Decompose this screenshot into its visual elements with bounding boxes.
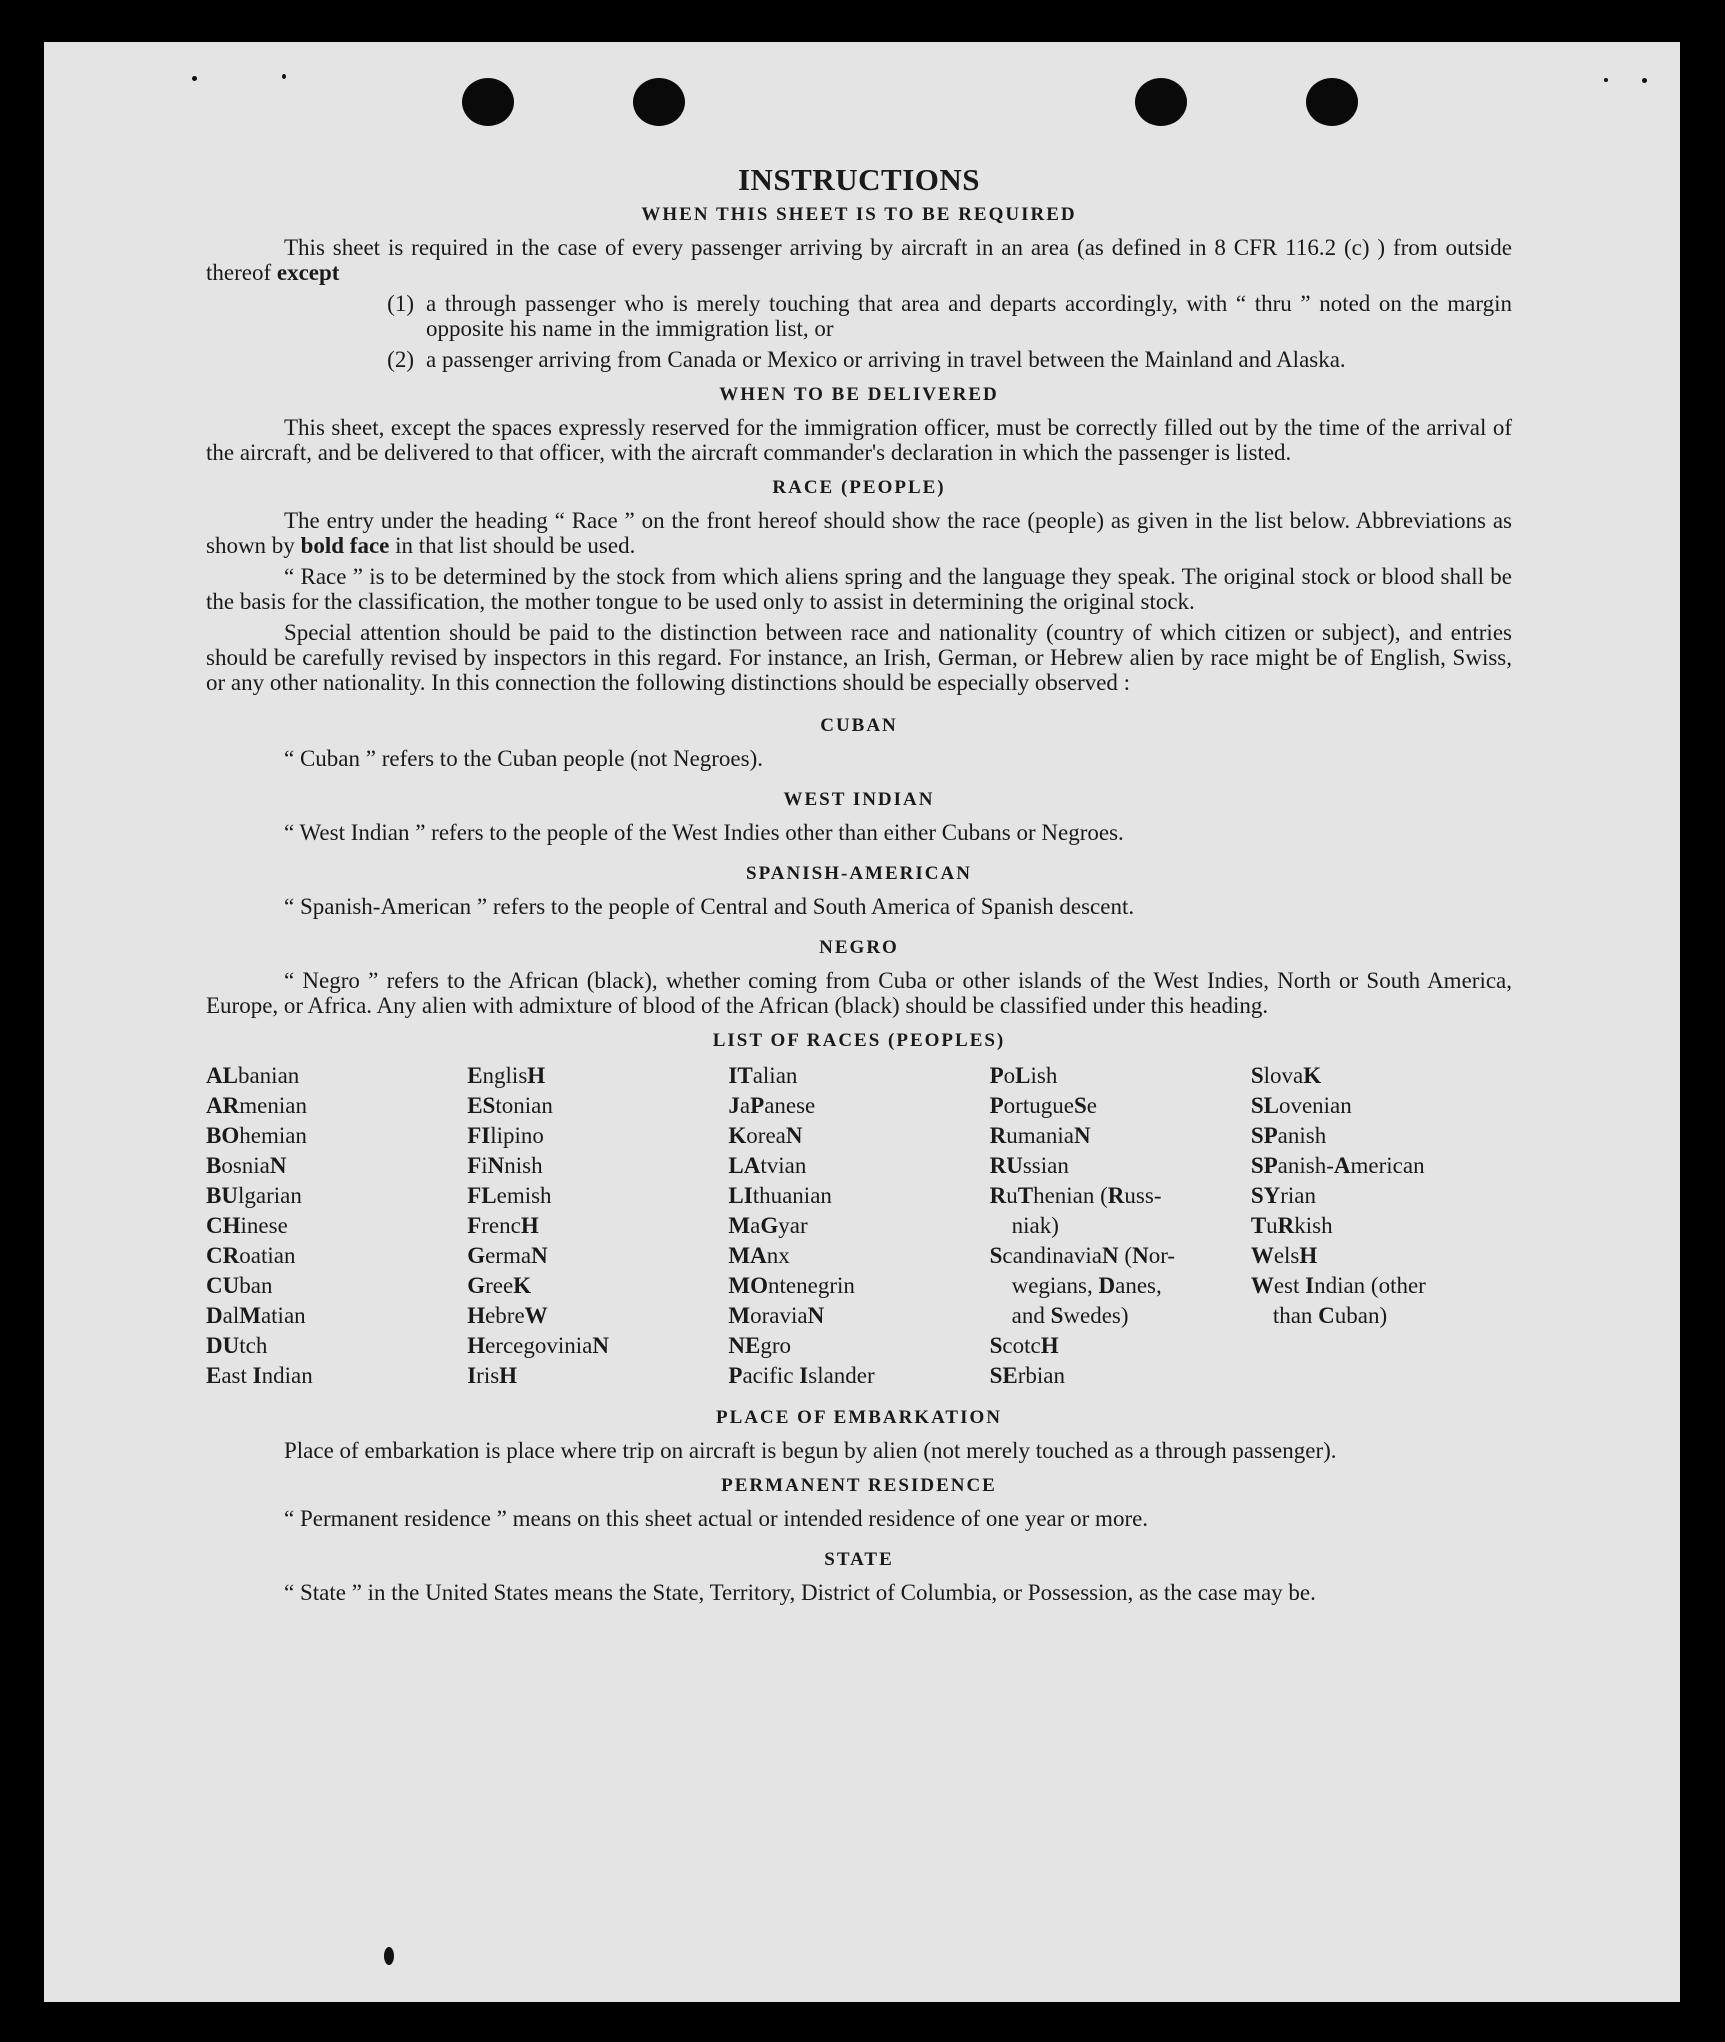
race-entry: CRoatian (206, 1243, 296, 1268)
race-column (728, 1061, 989, 1391)
race-entry: HebreW (467, 1303, 548, 1328)
heading-cuban: CUBAN (820, 715, 898, 736)
race-column (990, 1061, 1251, 1391)
race-entry: HercegoviniaN (467, 1333, 609, 1358)
race-entry: NEgro (728, 1333, 792, 1358)
race-entry: PortugueSe (989, 1093, 1097, 1118)
race-entry: SPanish (1250, 1123, 1327, 1148)
race-entry: KoreaN (728, 1123, 803, 1148)
ink-speck (282, 74, 286, 79)
heading-negro: NEGRO (819, 937, 899, 958)
race-list (206, 1061, 1512, 1391)
race-entry: FLemish (467, 1183, 552, 1208)
race-entry: LAtvian (728, 1153, 807, 1178)
embarkation-text: Place of embarkation is place where trip on aircraft is begun by alien (not merely touched as a through passenger). (284, 1438, 1337, 1463)
race-column (467, 1061, 728, 1391)
race-entry: SErbian (989, 1363, 1066, 1388)
race-entry: ScandinaviaN (Nor- (989, 1243, 1176, 1268)
race-entry: wegians, Danes, (1011, 1273, 1162, 1298)
race-entry: RumaniaN (989, 1123, 1091, 1148)
punch-hole (462, 78, 514, 126)
document-sheet (44, 42, 1680, 2002)
race-entry: FrencH (467, 1213, 539, 1238)
race-entry: SLovenian (1250, 1093, 1352, 1118)
ink-speck (384, 1947, 394, 1965)
race-entry: FiNnish (467, 1153, 543, 1178)
heading-when-delivered: WHEN TO BE DELIVERED (719, 384, 999, 405)
race-entry: MOntenegrin (728, 1273, 855, 1298)
race-entry: SPanish-American (1250, 1153, 1425, 1178)
ink-speck (1642, 78, 1647, 83)
race-entry: than Cuban) (1272, 1303, 1388, 1328)
punch-hole (633, 78, 685, 126)
race-entry: RuThenian (Russ- (989, 1183, 1162, 1208)
heading-list-of-races: LIST OF RACES (PEOPLES) (712, 1030, 1006, 1051)
race-paragraph-3: Special attention should be paid to the distinction between race and nationality (country of which citizen or subject), and entries should be carefully revised by inspectors in this regard. For instance, an Irish, German, or Hebrew alien by race might be of English, Swiss, or any other nationality. In this connection the following distinctions should be especially observed : (206, 620, 1512, 695)
race-entry: East Indian (206, 1363, 313, 1388)
race-entry: RUssian (989, 1153, 1069, 1178)
residence-text: “ Permanent residence ” means on this sheet actual or intended residence of one year or more. (284, 1506, 1149, 1531)
race-entry: CUban (206, 1273, 273, 1298)
heading-permanent-residence: PERMANENT RESIDENCE (721, 1475, 997, 1496)
heading-state: STATE (824, 1549, 894, 1570)
heading-spanish-american: SPANISH-AMERICAN (746, 863, 972, 884)
race-entry: MoraviaN (728, 1303, 825, 1328)
heading-race: RACE (PEOPLE) (772, 477, 946, 498)
race-entry: JaPanese (728, 1093, 816, 1118)
required-intro: This sheet is required in the case of every passenger arriving by aircraft in an area (as defined in 8 CFR 116.2 (c) ) from outside thereof except (206, 235, 1512, 285)
race-entry: DalMatian (206, 1303, 306, 1328)
race-entry: niak) (1011, 1213, 1059, 1238)
heading-west-indian: WEST INDIAN (783, 789, 935, 810)
state-text: “ State ” in the United States means the State, Territory, District of Columbia, or Possession, as the case may be. (284, 1580, 1316, 1605)
race-entry: WelsH (1250, 1243, 1318, 1268)
punch-hole (1135, 78, 1187, 126)
race-entry: EStonian (467, 1093, 553, 1118)
race-entry: SlovaK (1250, 1063, 1322, 1088)
race-entry: ITalian (728, 1063, 798, 1088)
race-entry: West Indian (other (1250, 1273, 1426, 1298)
race-entry: MaGyar (728, 1213, 808, 1238)
delivered-text: This sheet, except the spaces expressly reserved for the immigration officer, must be correctly filled out by the time of the arrival of the aircraft, and be delivered to that officer, with the aircraft commander's declaration in which the passenger is listed. (206, 415, 1512, 465)
race-entry: GreeK (467, 1273, 532, 1298)
race-entry: IrisH (467, 1363, 518, 1388)
ink-speck (1604, 78, 1608, 82)
instructions-content (206, 162, 1512, 1611)
spanish-american-text: “ Spanish-American ” refers to the people of Central and South America of Spanish descent. (284, 894, 1135, 919)
heading-when-required: WHEN THIS SHEET IS TO BE REQUIRED (641, 204, 1077, 225)
race-column (1251, 1061, 1512, 1391)
race-entry: PoLish (989, 1063, 1058, 1088)
race-entry: Pacific Islander (728, 1363, 875, 1388)
race-entry: BOhemian (206, 1123, 307, 1148)
race-entry: and Swedes) (1011, 1303, 1129, 1328)
race-entry: TuRkish (1250, 1213, 1333, 1238)
required-item-1: (1) a through passenger who is merely touching that area and departs accordingly, with “ thru ” noted on the margin opposite his name in the immigration list, or (387, 291, 1512, 341)
race-entry: LIthuanian (728, 1183, 832, 1208)
race-entry: BUlgarian (206, 1183, 302, 1208)
race-entry: SYrian (1250, 1183, 1316, 1208)
race-entry: GermaN (467, 1243, 548, 1268)
negro-text: “ Negro ” refers to the African (black), whether coming from Cuba or other islands of the West Indies, North or South America, Europe, or Africa. Any alien with admixture of blood of the African (black) should be classified under this heading. (206, 968, 1512, 1018)
race-entry: ARmenian (206, 1093, 307, 1118)
race-entry: EnglisH (467, 1063, 546, 1088)
ink-speck (192, 76, 197, 81)
punch-hole (1306, 78, 1358, 126)
race-entry: FIlipino (467, 1123, 544, 1148)
race-entry: CHinese (206, 1213, 288, 1238)
race-entry: ALbanian (206, 1063, 300, 1088)
page-title: INSTRUCTIONS (737, 162, 980, 197)
race-entry: MAnx (728, 1243, 790, 1268)
heading-embarkation: PLACE OF EMBARKATION (716, 1407, 1002, 1428)
race-column (206, 1061, 467, 1391)
race-paragraph-1: The entry under the heading “ Race ” on the front hereof should show the race (people) as given in the list below. Abbreviations as shown by bold face in that list should be used. (206, 508, 1512, 558)
race-entry: DUtch (206, 1333, 268, 1358)
race-paragraph-2: “ Race ” is to be determined by the stock from which aliens spring and the language they speak. The original stock or blood shall be the basis for the classification, the mother tongue to be used only to assist in determining the original stock. (206, 564, 1512, 614)
west-indian-text: “ West Indian ” refers to the people of the West Indies other than either Cubans or Negroes. (284, 820, 1124, 845)
cuban-text: “ Cuban ” refers to the Cuban people (not Negroes). (284, 746, 764, 771)
required-item-2: (2) a passenger arriving from Canada or Mexico or arriving in travel between the Mainland and Alaska. (387, 347, 1346, 372)
race-entry: ScotcH (989, 1333, 1059, 1358)
race-entry: BosniaN (206, 1153, 287, 1178)
